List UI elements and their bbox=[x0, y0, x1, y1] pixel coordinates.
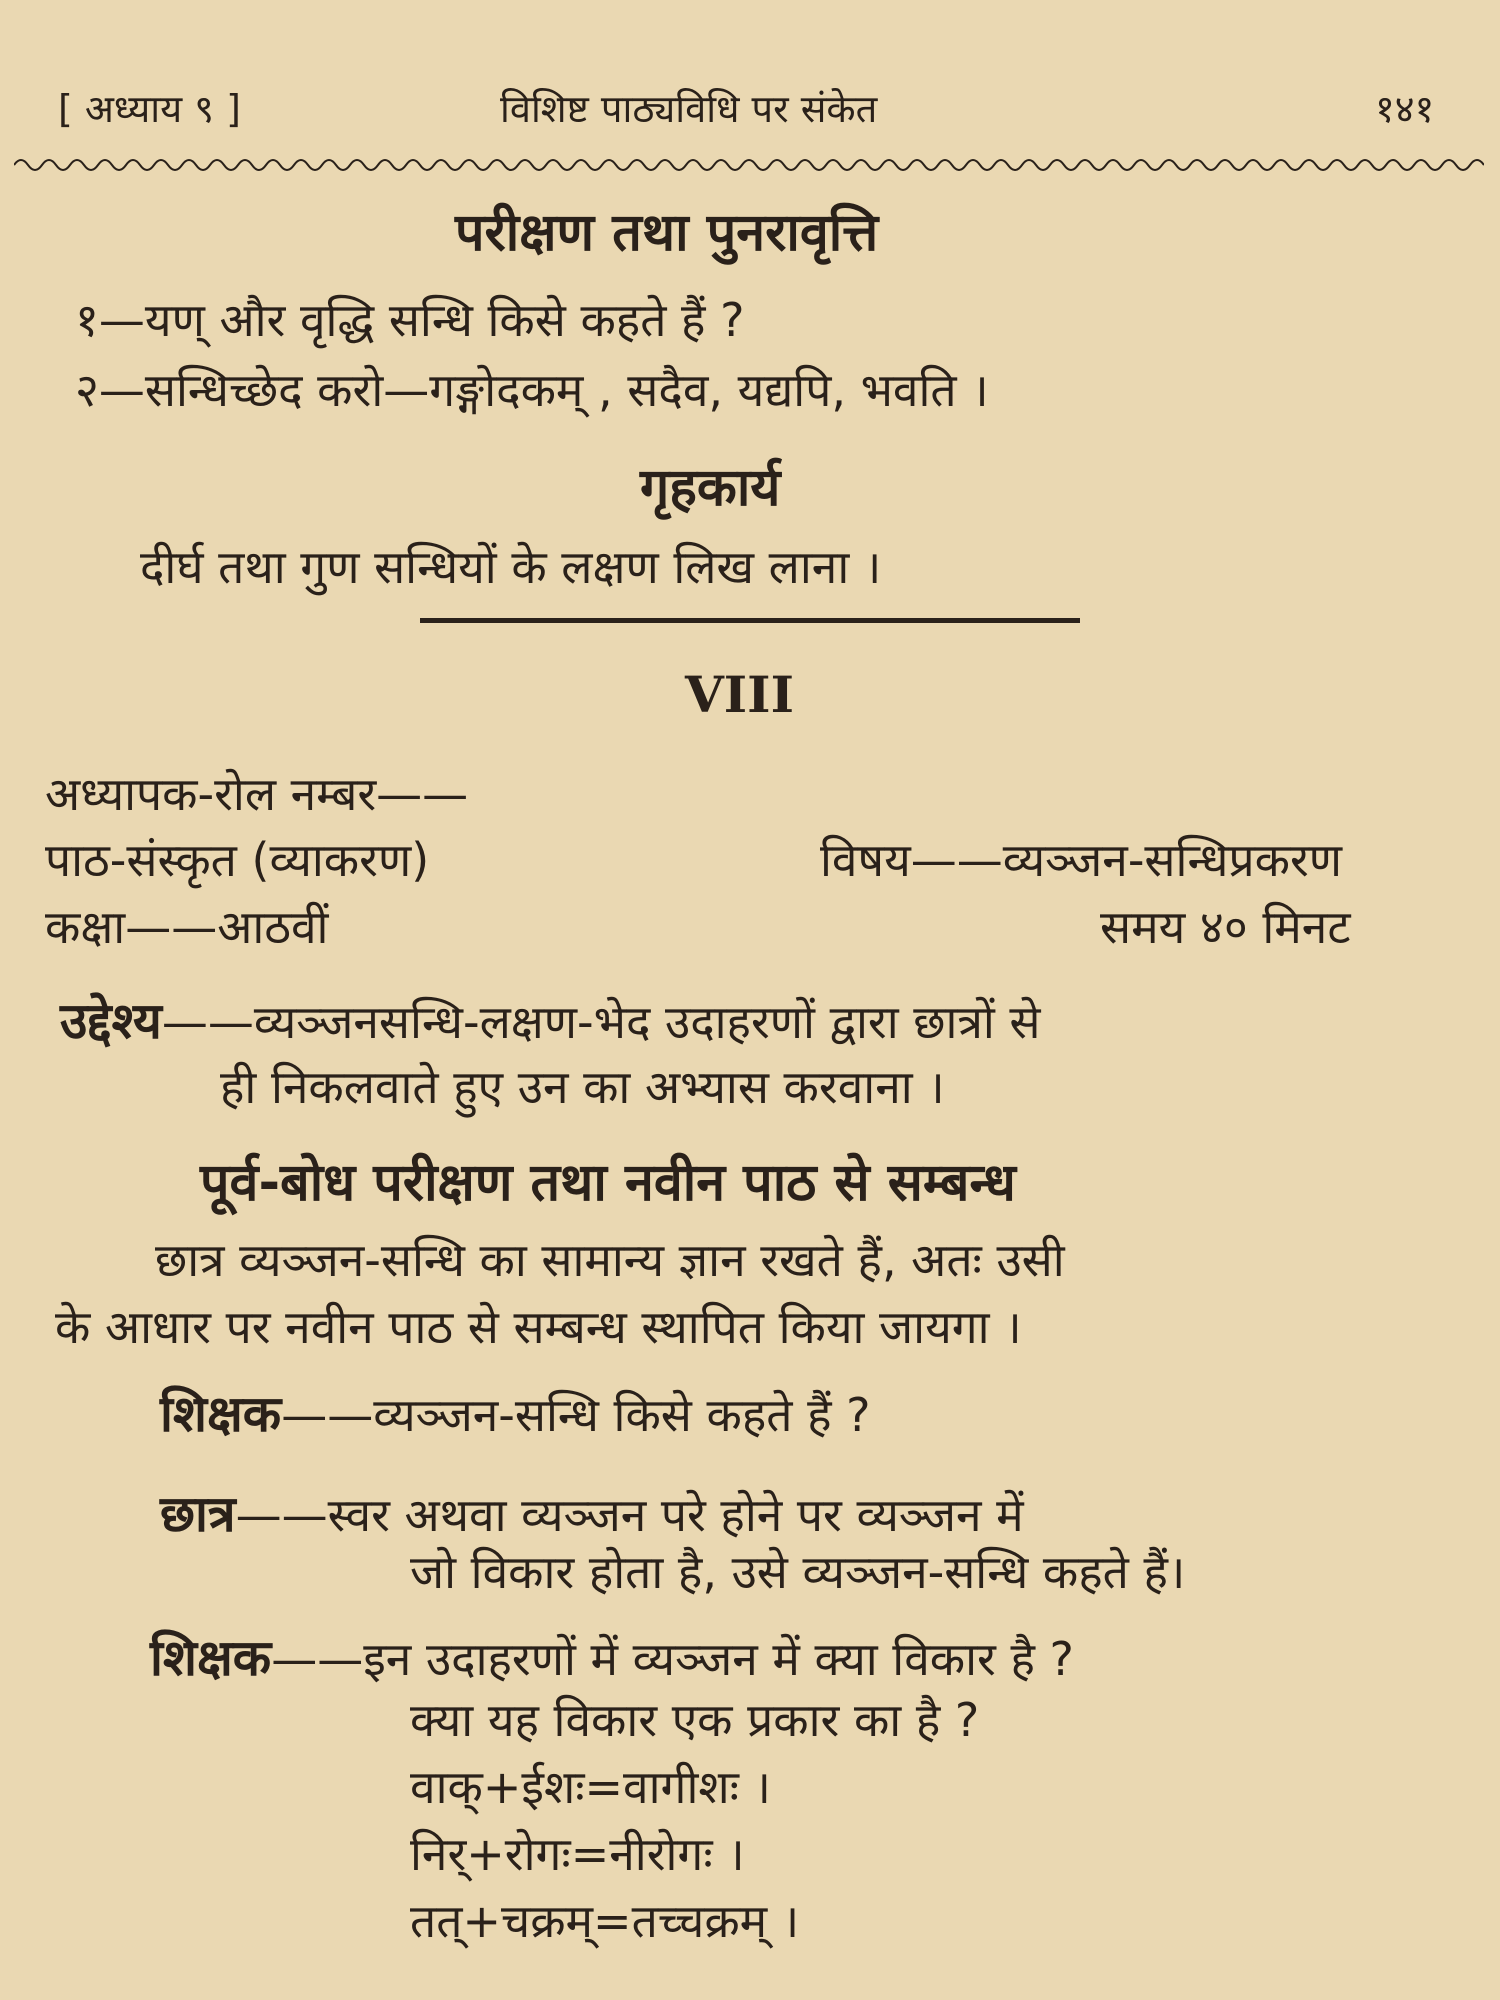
example-1: वाक्+ईशः=वागीशः । bbox=[410, 1760, 771, 1814]
example-3: तत्+चक्रम्=तच्चक्रम् । bbox=[410, 1894, 800, 1948]
teacher-label: शिक्षक bbox=[160, 1385, 282, 1443]
lesson-class: कक्षा——आठवीं bbox=[45, 900, 329, 954]
lesson-time: समय ४० मिनट bbox=[1100, 900, 1351, 954]
teacher-label-2: शिक्षक bbox=[150, 1629, 272, 1687]
prior-line-2: के आधार पर नवीन पाठ से सम्बन्ध स्थापित किया जायगा । bbox=[55, 1300, 1022, 1354]
dialogue-teacher-2 bbox=[150, 1622, 1074, 1690]
dialogue-student-1 bbox=[160, 1478, 1024, 1546]
teacher-roll-number: अध्यापक-रोल नम्बर—— bbox=[45, 767, 469, 821]
student-label: छात्र bbox=[160, 1485, 236, 1543]
dialogue-teacher-1 bbox=[160, 1378, 871, 1446]
section-title-homework: गृहकार्य bbox=[640, 458, 781, 518]
lesson-numeral: VIII bbox=[685, 665, 794, 724]
objective-text: ——व्यञ्जनसन्धि-लक्षण-भेद उदाहरणों द्वारा छात्रों से bbox=[161, 995, 1041, 1049]
page-number: १४१ bbox=[1375, 87, 1435, 131]
prior-line-1: छात्र व्यञ्जन-सन्धि का सामान्य ज्ञान रखते हैं, अतः उसी bbox=[155, 1233, 1065, 1287]
example-2: निर्+रोगः=नीरोगः । bbox=[410, 1827, 745, 1881]
homework-text: दीर्घ तथा गुण सन्धियों के लक्षण लिख लाना । bbox=[140, 540, 882, 594]
objective-line-2: ही निकलवाते हुए उन का अभ्यास करवाना । bbox=[220, 1060, 945, 1114]
section-rule bbox=[420, 618, 1080, 623]
review-question-2: २—सन्धिच्छेद करो—गङ्गोदकम् , सदैव, यद्यपि, भवति । bbox=[75, 363, 989, 417]
objective-line-1 bbox=[60, 985, 1040, 1053]
lesson-topic: विषय——व्यञ्जन-सन्धिप्रकरण bbox=[820, 833, 1343, 887]
chapter-label: [ अध्याय ९ ] bbox=[58, 87, 241, 131]
review-question-1: १—यण् और वृद्धि सन्धि किसे कहते हैं ? bbox=[75, 293, 745, 347]
teacher-question-2: ——इन उदाहरणों में व्यञ्जन में क्या विकार है ? bbox=[271, 1632, 1074, 1686]
running-title: विशिष्ट पाठ्यविधि पर संकेत bbox=[500, 87, 878, 131]
teacher-question-2-line-2: क्या यह विकार एक प्रकार का है ? bbox=[410, 1693, 980, 1747]
student-answer-line-1: ——स्वर अथवा व्यञ्जन परे होने पर व्यञ्जन में bbox=[235, 1488, 1024, 1542]
student-answer-line-2: जो विकार होता है, उसे व्यञ्जन-सन्धि कहते हैं। bbox=[410, 1545, 1186, 1599]
section-title-review: परीक्षण तथा पुनरावृत्ति bbox=[455, 203, 879, 263]
teacher-question-1: ——व्यञ्जन-सन्धि किसे कहते हैं ? bbox=[281, 1388, 871, 1442]
wavy-divider bbox=[14, 150, 1484, 180]
objective-label: उद्देश्य bbox=[60, 992, 162, 1050]
lesson-subject: पाठ-संस्कृत (व्याकरण) bbox=[45, 833, 430, 887]
section-title-prior: पूर्व-बोध परीक्षण तथा नवीन पाठ से सम्बन्ध bbox=[200, 1153, 1016, 1213]
